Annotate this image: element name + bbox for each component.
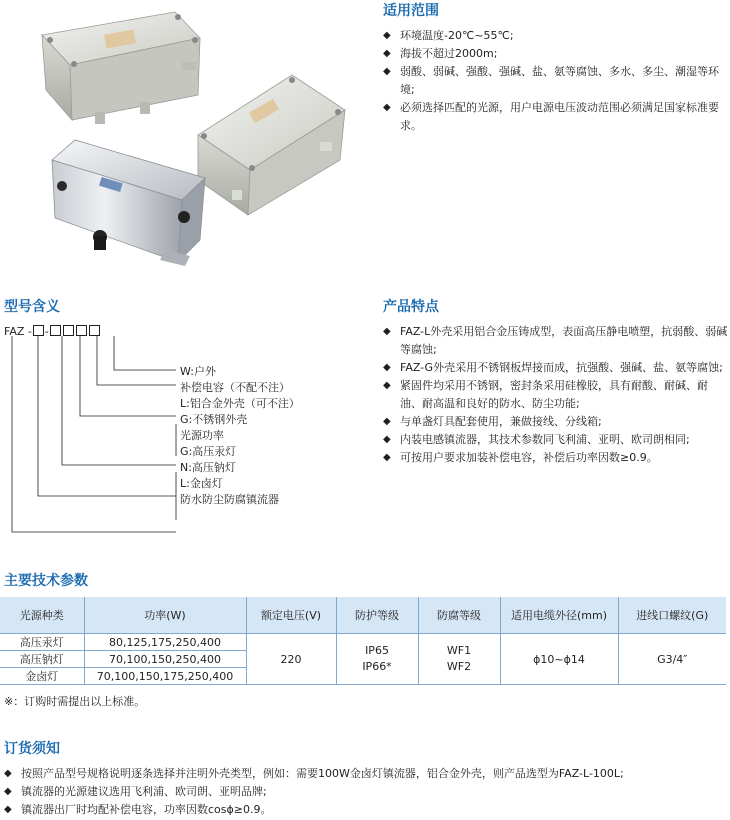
features-list	[383, 323, 728, 467]
table-header: 进线口螺纹(G)	[618, 597, 726, 634]
list-item: ◆ FAZ-G外壳采用不锈钢板焊接而成，抗强酸、强碱、盐、氨等腐蚀;	[383, 359, 728, 377]
voltage-cell: 220	[246, 634, 336, 685]
tech-title: 主要技术参数	[4, 573, 88, 589]
model-bracket-lines	[0, 336, 200, 536]
lamp-type-cell: 金卤灯	[0, 668, 84, 685]
list-item: ◆ 环境温度-20℃~55℃;	[383, 27, 728, 45]
cable-cell: ϕ10~ϕ14	[500, 634, 618, 685]
table-header: 额定电压(V)	[246, 597, 336, 634]
model-label: 补偿电容（不配不注）	[180, 381, 290, 394]
lamp-type-cell: 高压钠灯	[0, 651, 84, 668]
ip-cell	[336, 634, 418, 685]
list-item: ◆ FAZ-L外壳采用铝合金压铸成型，表面高压静电喷塑，抗弱酸、弱碱等腐蚀;	[383, 323, 728, 359]
model-box	[89, 325, 100, 336]
thread-cell: G3/4″	[618, 634, 726, 685]
model-label: G:不锈钢外壳	[180, 413, 248, 426]
table-header: 功率(W)	[84, 597, 246, 634]
ip-value: IP66*	[362, 660, 392, 673]
power-cell: 70,100,150,175,250,400	[84, 668, 246, 685]
model-title: 型号含义	[4, 299, 60, 315]
table-header: 防腐等级	[418, 597, 500, 634]
model-label: 光源功率	[180, 429, 224, 442]
model-label: 防水防尘防腐镇流器	[180, 493, 279, 506]
model-label: W:户外	[180, 365, 216, 378]
list-item: ◆ 镇流器的光源建议选用飞利浦、欧司朗、亚明品牌;	[4, 783, 726, 801]
tech-note: ※：订购时需提出以上标准。	[4, 695, 146, 708]
model-box	[63, 325, 74, 336]
list-item: ◆ 镇流器出厂时均配补偿电容，功率因数cosϕ≥0.9。	[4, 801, 726, 819]
spec-table	[0, 597, 726, 685]
scope-list	[383, 27, 728, 135]
list-item: ◆ 与单盏灯具配套使用，兼做接线、分线箱;	[383, 413, 728, 431]
list-item: ◆ 必须选择匹配的光源，用户电源电压波动范围必须满足国家标准要求。	[383, 99, 728, 135]
ip-value: IP65	[365, 644, 389, 657]
list-item: ◆ 可按用户要求加装补偿电容，补偿后功率因数≥0.9。	[383, 449, 728, 467]
list-item: ◆ 紧固件均采用不锈钢，密封条采用硅橡胶，具有耐酸、耐碱、耐油、耐高温和良好的防水、防尘功能;	[383, 377, 728, 413]
table-row	[0, 634, 726, 651]
model-box	[76, 325, 87, 336]
model-label: L:金卤灯	[180, 477, 223, 490]
table-header: 防护等级	[336, 597, 418, 634]
order-list	[4, 765, 726, 819]
wf-value: WF1	[446, 644, 472, 657]
scope-title: 适用范围	[383, 3, 439, 19]
model-label: L:铝合金外壳（可不注）	[180, 397, 300, 410]
model-box	[50, 325, 61, 336]
order-title: 订货须知	[4, 741, 60, 757]
model-box	[33, 325, 44, 336]
power-cell: 80,125,175,250,400	[84, 634, 246, 651]
table-header: 光源种类	[0, 597, 84, 634]
list-item: ◆ 弱酸、弱碱、强酸、强碱、盐、氨等腐蚀、多水、多尘、潮湿等环境;	[383, 63, 728, 99]
table-header: 适用电缆外径(mm)	[500, 597, 618, 634]
power-cell: 70,100,150,250,400	[84, 651, 246, 668]
model-label: G:高压汞灯	[180, 445, 237, 458]
lamp-type-cell: 高压汞灯	[0, 634, 84, 651]
wf-cell	[418, 634, 500, 685]
wf-value: WF2	[446, 660, 472, 673]
list-item: ◆ 海拔不超过2000m;	[383, 45, 728, 63]
aluminium-box-photo-2	[198, 75, 345, 215]
features-title: 产品特点	[383, 299, 439, 315]
list-item: ◆ 内装电感镇流器，其技术参数同飞利浦、亚明、欧司朗相同;	[383, 431, 728, 449]
product-photos	[0, 0, 360, 275]
stainless-box-photo	[52, 140, 205, 266]
table-header-row	[0, 597, 726, 634]
model-prefix: FAZ -	[4, 325, 32, 338]
aluminium-box-photo-1	[42, 12, 200, 124]
model-label: N:高压钠灯	[180, 461, 236, 474]
model-labels	[180, 364, 300, 508]
model-code: FAZ - -	[4, 325, 101, 338]
list-item: ◆ 按照产品型号规格说明逐条选择并注明外壳类型，例如：需要100W金卤灯镇流器，铝合金外壳，则产品选型为FAZ-L-100L;	[4, 765, 726, 783]
